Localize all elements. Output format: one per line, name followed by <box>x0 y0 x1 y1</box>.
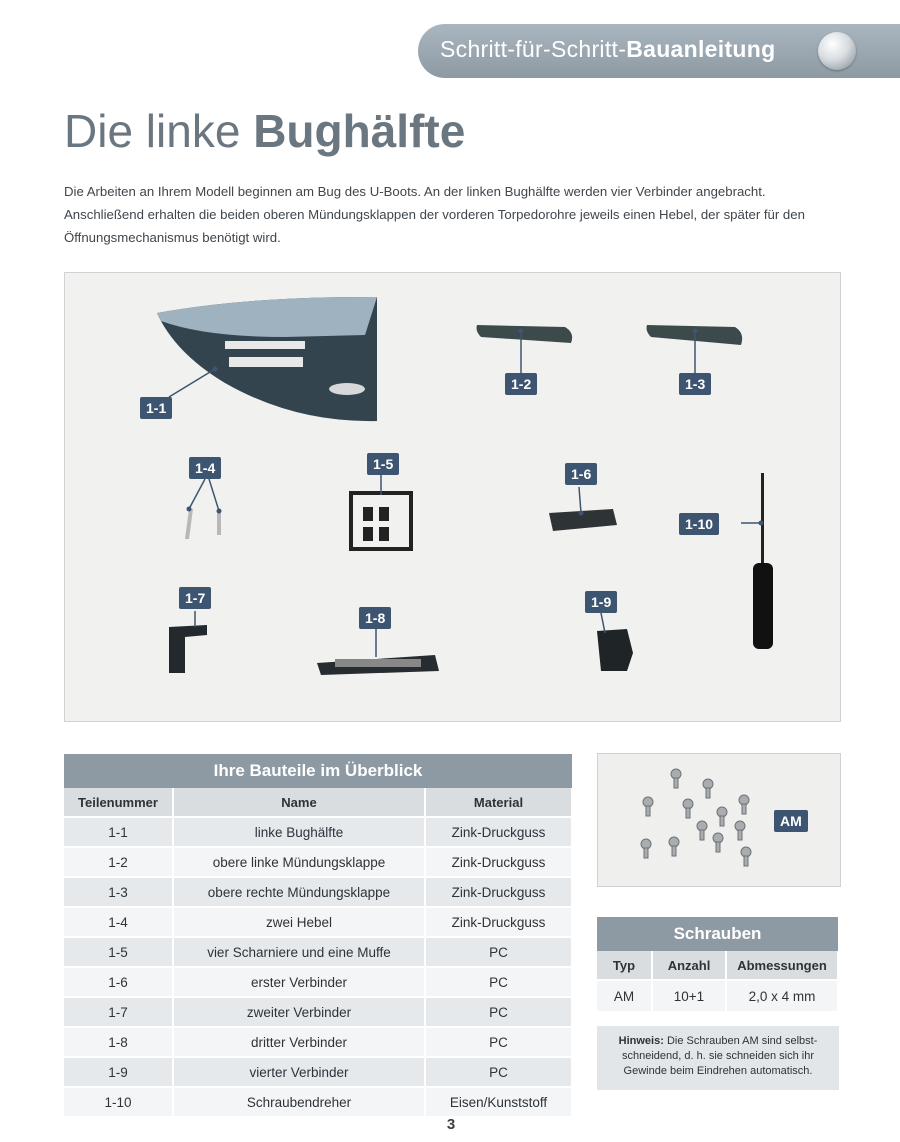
screw-type-label: AM <box>774 810 808 832</box>
table-row <box>64 1027 572 1057</box>
bow-half-shape <box>157 297 377 421</box>
hint-label: Hinweis: <box>618 1035 664 1047</box>
part-label: 1-9 <box>585 591 617 613</box>
screw-size-cell: 2,0 x 4 mm <box>726 980 838 1011</box>
part-number-cell: 1-10 <box>64 1087 173 1116</box>
table-row <box>64 877 572 907</box>
part-name-cell: obere rechte Mündungsklappe <box>173 877 425 907</box>
column-header: Teilenummer <box>64 788 173 817</box>
parts-table-caption: Ihre Bauteile im Überblick <box>64 754 572 788</box>
hint-text: Die Schrauben AM sind selbst-schneidend, d. h. sie schneiden sich ihr Gewinde beim Eindrehen automatisch. <box>621 1035 818 1077</box>
screws-photo <box>597 753 841 887</box>
part-name-cell: linke Bughälfte <box>173 817 425 847</box>
part-number-cell: 1-3 <box>64 877 173 907</box>
screw-type-cell: AM <box>597 980 652 1011</box>
part-name-cell: vierter Verbinder <box>173 1057 425 1087</box>
part-number-cell: 1-5 <box>64 937 173 967</box>
part-material-cell: PC <box>425 1057 572 1087</box>
column-header: Material <box>425 788 572 817</box>
part-name-cell: zweiter Verbinder <box>173 997 425 1027</box>
part-name-cell: Schraubendreher <box>173 1087 425 1116</box>
parts-photo <box>64 272 841 722</box>
table-row <box>597 980 838 1011</box>
part-number-cell: 1-7 <box>64 997 173 1027</box>
part-material-cell: Zink-Druckguss <box>425 877 572 907</box>
page-title: Die linke Bughälfte <box>64 105 466 157</box>
part-name-cell: dritter Verbinder <box>173 1027 425 1057</box>
part-label: 1-7 <box>179 587 211 609</box>
parts-illustration <box>65 273 840 721</box>
part-material-cell: Zink-Druckguss <box>425 817 572 847</box>
part-material-cell: Zink-Druckguss <box>425 907 572 937</box>
part-name-cell: obere linke Mündungsklappe <box>173 847 425 877</box>
part-number-cell: 1-8 <box>64 1027 173 1057</box>
part-name-cell: erster Verbinder <box>173 967 425 997</box>
part-name-cell: vier Scharniere und eine Muffe <box>173 937 425 967</box>
column-header: Typ <box>597 951 652 980</box>
table-row <box>64 937 572 967</box>
part-number-cell: 1-4 <box>64 907 173 937</box>
part-number-cell: 1-6 <box>64 967 173 997</box>
table-row <box>64 847 572 877</box>
column-header: Name <box>173 788 425 817</box>
part-number-cell: 1-1 <box>64 817 173 847</box>
part-material-cell: PC <box>425 937 572 967</box>
part-name-cell: zwei Hebel <box>173 907 425 937</box>
part-number-cell: 1-9 <box>64 1057 173 1087</box>
part-number-cell: 1-2 <box>64 847 173 877</box>
hint-note <box>597 1026 839 1090</box>
parts-table <box>64 754 573 1116</box>
part-label: 1-3 <box>679 373 711 395</box>
section-banner-title: Schritt-für-Schritt-Bauanleitung <box>440 36 776 62</box>
table-row <box>64 907 572 937</box>
part-label: 1-8 <box>359 607 391 629</box>
table-row <box>64 1087 572 1116</box>
part-material-cell: Zink-Druckguss <box>425 847 572 877</box>
globe-icon <box>818 32 856 70</box>
part-label: 1-1 <box>140 397 172 419</box>
screws-table-caption: Schrauben <box>597 917 838 951</box>
column-header: Abmessungen <box>726 951 838 980</box>
table-row <box>64 1057 572 1087</box>
table-row <box>64 967 572 997</box>
part-label: 1-4 <box>189 457 221 479</box>
part-label: 1-10 <box>679 513 719 535</box>
intro-paragraph: Die Arbeiten an Ihrem Modell beginnen am Bug des U-Boots. An der linken Bughälfte werden vier Verbinder angebracht. Anschließend erhalten die beiden oberen Mündungsklappen der vorderen Torpedorohre jeweils einen Hebel, der später für den Öffnungsmechanismus benötigt wird. <box>64 184 805 245</box>
section-banner <box>418 24 900 78</box>
part-material-cell: PC <box>425 1027 572 1057</box>
table-row <box>64 997 572 1027</box>
page-number: 3 <box>446 1116 456 1133</box>
part-material-cell: Eisen/Kunststoff <box>425 1087 572 1116</box>
part-label: 1-6 <box>565 463 597 485</box>
part-material-cell: PC <box>425 997 572 1027</box>
part-label: 1-5 <box>367 453 399 475</box>
part-material-cell: PC <box>425 967 572 997</box>
screw-count-cell: 10+1 <box>652 980 726 1011</box>
screws-table <box>597 917 839 1011</box>
table-row <box>64 817 572 847</box>
part-label: 1-2 <box>505 373 537 395</box>
column-header: Anzahl <box>652 951 726 980</box>
